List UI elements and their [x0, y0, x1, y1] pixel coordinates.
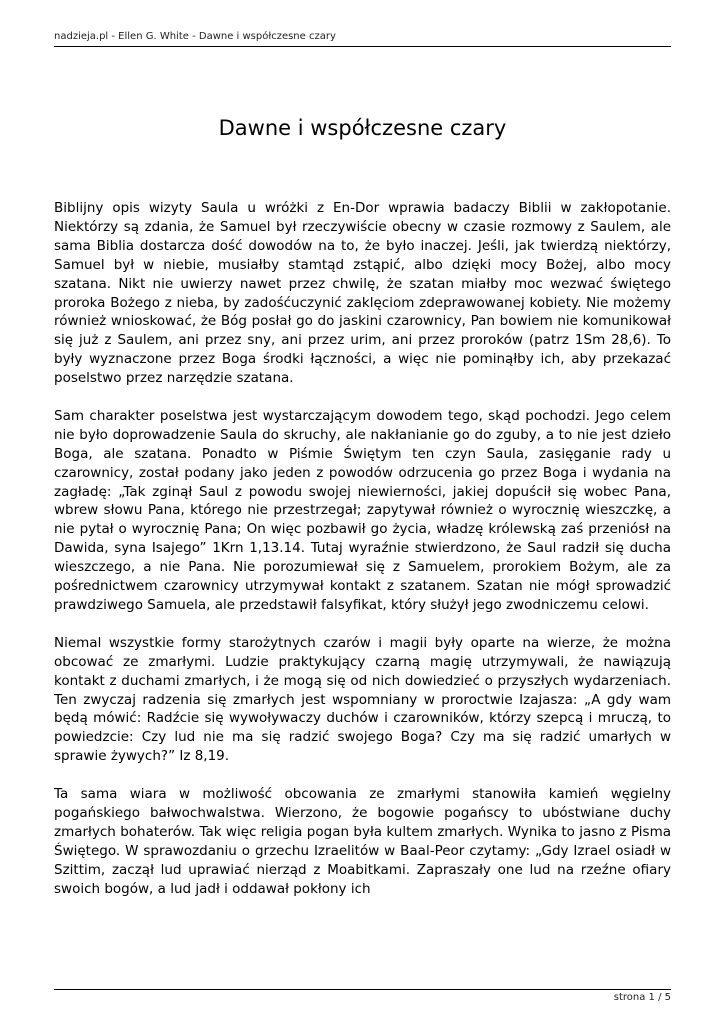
page-number: strona 1 / 5	[613, 992, 671, 1003]
footer-divider	[54, 989, 671, 990]
paragraph: Sam charakter poselstwa jest wystarczającym dowodem tego, skąd pochodzi. Jego celem nie było doprowadzenie Saula do skruchy, ale nakłanianie go do zguby, a to nie jest dzieło Boga, ale szatana. Ponadto w Piśmie Świętym ten czyn Saula, zasięganie rady u czarownicy, został podany jako jeden z powodów odrzucenia go przez Boga i wydania na zagładę: „Tak zginął Saul z powodu swojej niewierności, jakiej dopuścił się wobec Pana, wbrew słowu Pana, którego nie przestrzegał; zapytywał również o wyrocznię wieszczkę, a nie pytał o wyrocznię Pana; On więc pozbawił go życia, władzę królewską zaś przeniósł na Dawida, syna Isajego” 1Krn 1,13.14. Tutaj wyraźnie stwierdzono, że Saul radził się ducha wieszczego, a nie Pana. Nie porozumiewał się z Samuelem, prorokiem Bożym, ale za pośrednictwem czarownicy utrzymywał kontakt z szatanem. Szatan nie mógł sprowadzić prawdziwego Samuela, ale przedstawił falsyfikat, który służył jego zwodniczemu celowi.	[54, 407, 671, 614]
paragraph: Niemal wszystkie formy starożytnych czarów i magii były oparte na wierze, że można obcować ze zmarłymi. Ludzie praktykujący czarną magię utrzymywali, że nawiązują kontakt z duchami zmarłych, i że mogą się od nich dowiedzieć o przyszłych wydarzeniach. Ten zwyczaj radzenia się zmarłych jest wspomniany w proroctwie Izajasza: „A gdy wam będą mówić: Radźcie się wywoływaczy duchów i czarowników, którzy szepcą i mruczą, to powiedzcie: Czy lud nie ma się radzić swojego Boga? Czy ma się radzić umarłych w sprawie żywych?” Iz 8,19.	[54, 634, 671, 765]
paragraph: Ta sama wiara w możliwość obcowania ze zmarłymi stanowiła kamień węgielny pogańskiego bałwochwalstwa. Wierzono, że bogowie pogańscy to ubóstwiane duchy zmarłych bohaterów. Tak więc religia pogan była kultem zmarłych. Wynika to jasno z Pisma Świętego. W sprawozdaniu o grzechu Izraelitów w Baal-Peor czytamy: „Gdy Izrael osiadł w Szittim, zaczął lud uprawiać nierząd z Moabitkami. Zapraszały one lud na rzeźne ofiary swoich bogów, a lud jadł i oddawał pokłony ich	[54, 786, 671, 897]
document-body	[54, 199, 671, 959]
header-divider	[54, 46, 671, 47]
paragraph: Biblijny opis wizyty Saula u wróżki z En-Dor wprawia badaczy Biblii w zakłopotanie. Niektórzy są zdania, że Samuel był rzeczywiście obecny w czasie rozmowy z Saulem, ale sama Biblia dostarcza dość dowodów na to, że było inaczej. Jeśli, jak twierdzą niektórzy, Samuel był w niebie, musiałby stamtąd zstąpić, albo dzięki mocy Bożej, albo mocy szatana. Nikt nie uwierzy nawet przez chwilę, że szatan miałby moc wezwać świętego proroka Bożego z nieba, by zadośćuczynić zaklęciom zdeprawowanej kobiety. Nie możemy również wnioskować, że Bóg posłał go do jaskini czarownicy, Pan bowiem nie komunikował się już z Saulem, ani przez sny, ani przez urim, ani przez proroków (patrz 1Sm 28,6). To były wyznaczone przez Boga środki łączności, a więc nie pominąłby ich, aby przekazać poselstwo przez narzędzie szatana.	[54, 200, 671, 387]
document-title: Dawne i współczesne czary	[218, 116, 507, 140]
page-header: nadzieja.pl - Ellen G. White - Dawne i współczesne czary	[54, 31, 336, 42]
